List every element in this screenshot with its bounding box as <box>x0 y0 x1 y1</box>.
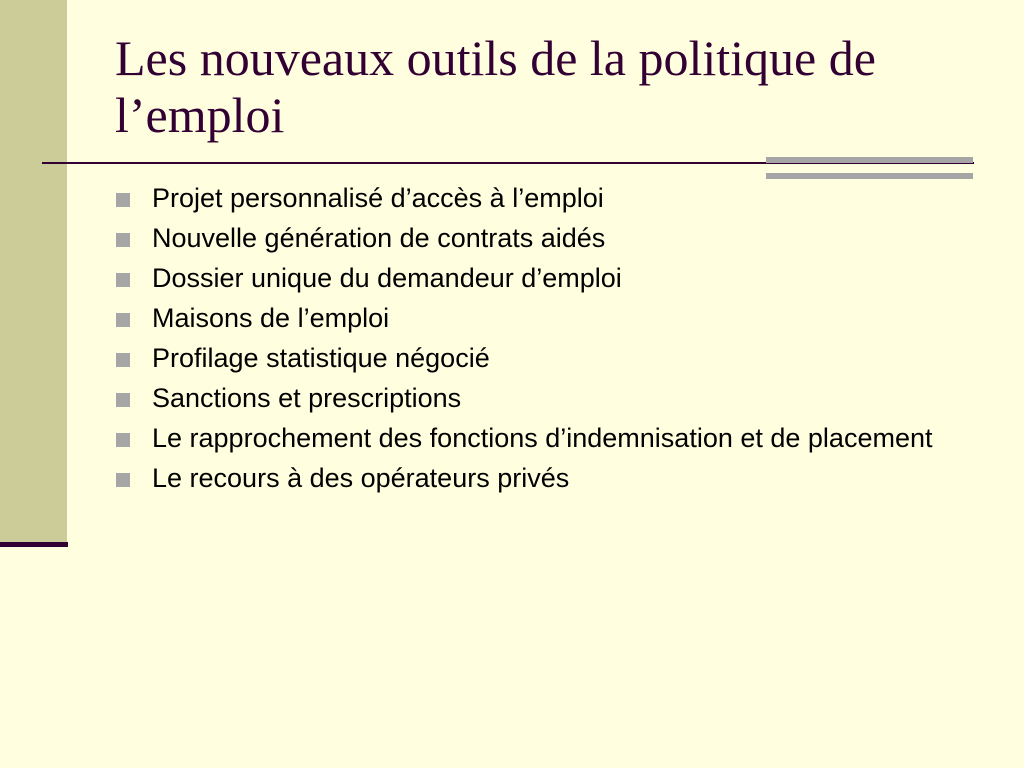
bullet-item <box>115 301 975 335</box>
bullet-item <box>115 181 975 215</box>
left-band-underline <box>0 542 68 547</box>
bullet-list <box>115 181 975 501</box>
square-bullet-icon <box>116 473 130 487</box>
bullet-item <box>115 421 975 455</box>
bullet-item <box>115 261 975 295</box>
bullet-text: Le recours à des opérateurs privés <box>152 463 570 493</box>
square-bullet-icon <box>116 193 130 207</box>
square-bullet-icon <box>116 233 130 247</box>
bullet-text: Sanctions et prescriptions <box>152 383 462 413</box>
bullet-text: Projet personnalisé d’accès à l’emploi <box>152 183 604 213</box>
bullet-text: Maisons de l’emploi <box>152 303 390 333</box>
slide-title: Les nouveaux outils de la politique de l’emploi <box>115 30 876 143</box>
square-bullet-icon <box>116 393 130 407</box>
square-bullet-icon <box>116 353 130 367</box>
square-bullet-icon <box>116 433 130 447</box>
square-bullet-icon <box>116 273 130 287</box>
accent-bar-top <box>766 157 973 163</box>
bullet-text: Profilage statistique négocié <box>152 343 490 373</box>
bullet-item <box>115 221 975 255</box>
square-bullet-icon <box>116 313 130 327</box>
bullet-text: Dossier unique du demandeur d’emploi <box>152 263 622 293</box>
bullet-text: Le rapprochement des fonctions d’indemnisation et de placement <box>152 423 933 453</box>
bullet-text: Nouvelle génération de contrats aidés <box>152 223 606 253</box>
left-decorative-band <box>0 0 67 542</box>
bullet-item <box>115 341 975 375</box>
accent-bar-bottom <box>766 173 973 179</box>
bullet-item <box>115 461 975 495</box>
bullet-item <box>115 381 975 415</box>
